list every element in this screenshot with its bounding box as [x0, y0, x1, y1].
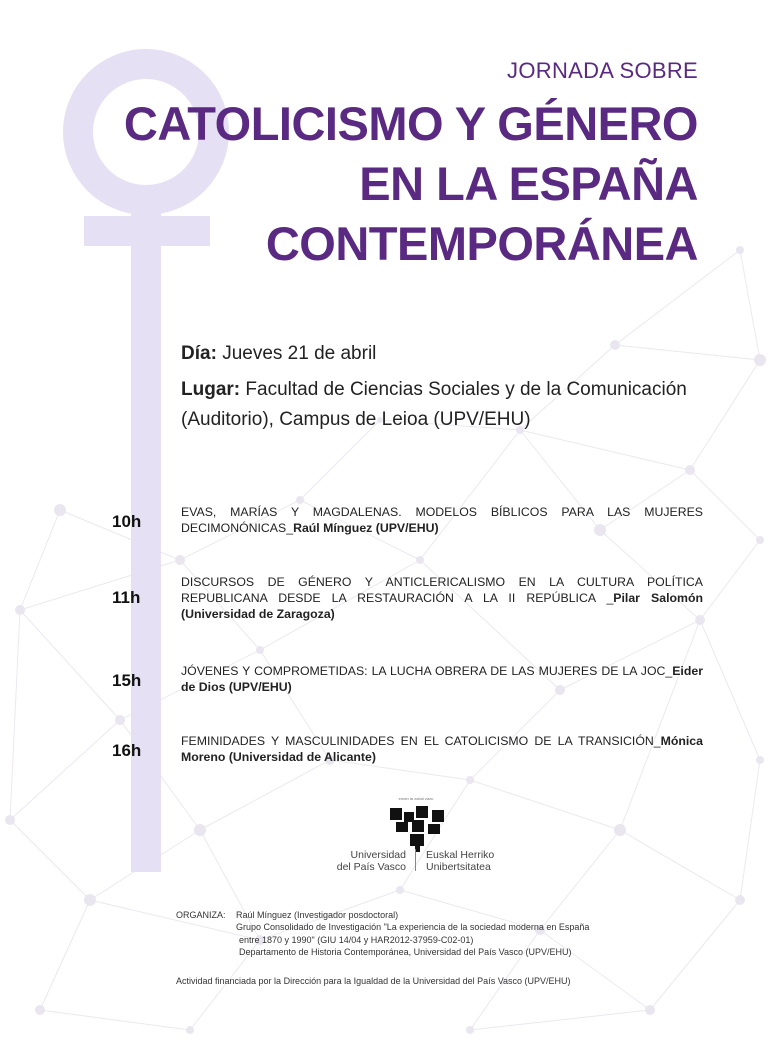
title-line: EN LA ESPAÑA — [359, 157, 698, 210]
title-line: CATOLICISMO Y GÉNERO — [123, 97, 698, 150]
organiza-line: Raúl Mínguez (Investigador posdoctoral) — [236, 910, 399, 920]
logo-motto: eman ta zabal zazu — [398, 796, 434, 801]
session-speaker: Mónica Moreno (Universidad de Alicante) — [181, 734, 703, 764]
organiza-line: entre 1870 y 1990" (GIU 14/04 y HAR2012-37959-C02-01) — [239, 934, 474, 945]
day-label: Día: — [181, 343, 217, 364]
event-kicker: JORNADA SOBRE — [507, 58, 698, 83]
university-name-es — [324, 849, 406, 873]
day-value: Jueves 21 de abril — [222, 343, 377, 364]
session-speaker: Pilar Salomón (Universidad de Zaragoza) — [181, 591, 703, 621]
session-hour: 11h — [112, 588, 141, 607]
session-text — [181, 574, 703, 622]
uni-line: Unibertsitatea — [426, 861, 491, 873]
session-text — [181, 733, 703, 765]
session-hour: 16h — [112, 741, 142, 760]
session-title: FEMINIDADES Y MASCULINIDADES EN EL CATOLICISMO DE LA TRANSICIÓN_ — [181, 734, 661, 748]
session-title: DISCURSOS DE GÉNERO Y ANTICLERICALISMO EN LA CULTURA POLÍTICA REPUBLICANA DESDE LA RESTAURACIÓN A LA II REPÚBLICA _ — [181, 575, 703, 605]
organiza-lines — [236, 909, 676, 959]
place-value: Facultad de Ciencias Sociales y de la Comunicación (Auditorio), Campus de Leioa (UPV/EHU) — [181, 379, 687, 430]
session-text — [181, 663, 703, 695]
organiza-label: ORGANIZA: — [176, 910, 226, 920]
session-speaker: Raúl Mínguez (UPV/EHU) — [293, 521, 439, 535]
session-text — [181, 504, 703, 536]
session-hour: 10h — [112, 512, 142, 531]
place-label: Lugar: — [181, 379, 241, 400]
session-title: EVAS, MARÍAS Y MAGDALENAS. MODELOS BÍBLICOS PARA LAS MUJERES DECIMONÓNICAS_ — [181, 505, 703, 535]
session-speaker: Eider de Dios (UPV/EHU) — [181, 664, 703, 694]
organiza-line: Grupo Consolidado de Investigación "La experiencia de la sociedad moderna en España — [236, 922, 590, 933]
event-day — [181, 339, 741, 369]
title-line: CONTEMPORÁNEA — [265, 217, 698, 270]
upv-ehu-tree-icon — [388, 802, 448, 852]
funding-note: Actividad financiada por la Dirección para la Igualdad de la Universidad del País Vasco (UPV/EHU) — [176, 976, 571, 986]
session-title: JÓVENES Y COMPROMETIDAS: LA LUCHA OBRERA DE LAS MUJERES DE LA JOC_ — [181, 664, 673, 678]
organiza-line: Departamento de Historia Contemporánea, Universidad del País Vasco (UPV/EHU) — [239, 947, 572, 958]
event-title — [58, 94, 698, 274]
uni-line: Universidad — [350, 849, 406, 861]
logo-divider — [415, 849, 416, 871]
uni-line: del País Vasco — [336, 861, 406, 873]
event-place — [181, 375, 741, 435]
uni-line: Euskal Herriko — [426, 849, 495, 861]
university-name-eu — [426, 849, 516, 873]
session-hour: 15h — [112, 671, 142, 690]
